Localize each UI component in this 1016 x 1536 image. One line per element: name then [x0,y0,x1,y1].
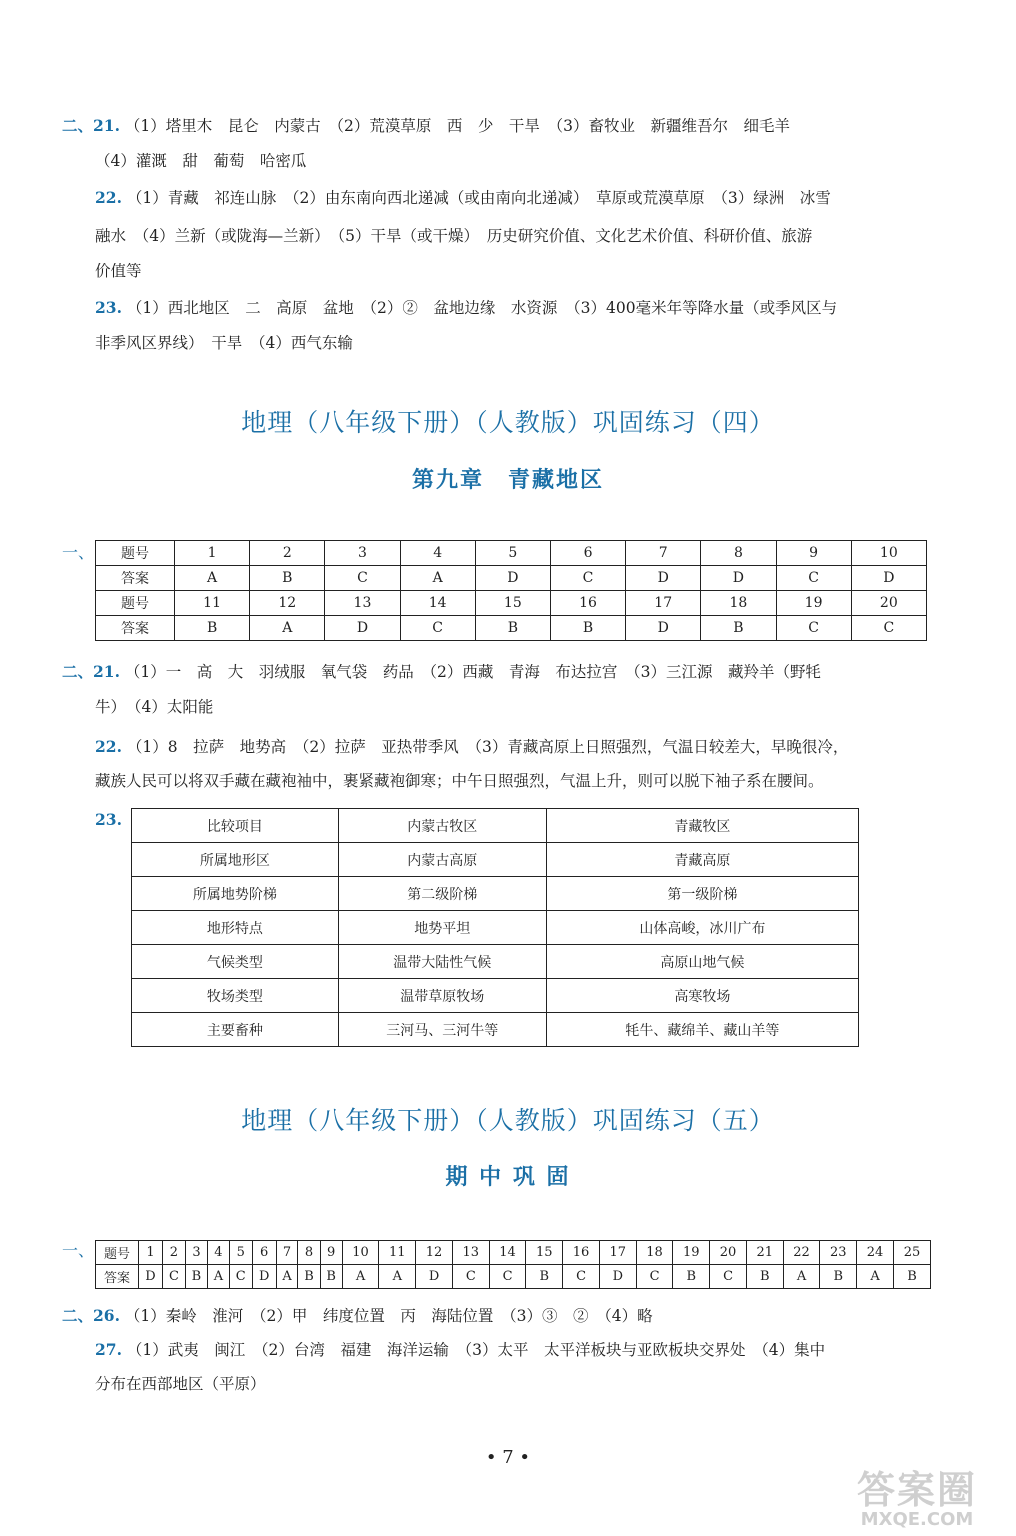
table-cell: B [298,1265,320,1289]
table-cell: 所属地形区 [132,843,339,877]
table-cell: D [626,616,701,641]
table-cell: 16 [563,1241,600,1265]
s4-q21-line-1: 二、21. （1）一 高 大 羽绒服 氧气袋 药品 （2）西藏 青海 布达拉宫 （3）三江源 藏羚羊（野牦 [62,662,821,681]
table-cell: A [175,566,250,591]
table-cell: C [325,566,400,591]
section-5-chapter: 期 中 巩 固 [445,1165,571,1190]
table-cell: B [250,566,325,591]
table-cell: 牦牛、藏绵羊、藏山羊等 [546,1013,858,1047]
table-cell: B [175,616,250,641]
table-cell: 10 [342,1241,379,1265]
table-row [132,979,859,1013]
table-cell: 10 [851,541,926,566]
table-cell: D [599,1265,636,1289]
table-cell: 4 [208,1241,230,1265]
table-cell: B [673,1265,710,1289]
table-cell: 13 [452,1241,489,1265]
table-cell: C [636,1265,673,1289]
table-cell: 17 [599,1241,636,1265]
table-cell: B [550,616,625,641]
table-cell: A [342,1265,379,1289]
table-cell: 主要畜种 [132,1013,339,1047]
table-cell: C [489,1265,526,1289]
table-row [96,566,927,591]
q23-number: 23. [95,298,122,317]
table-cell: C [550,566,625,591]
q23-line-1: 23. （1）西北地区 二 高原 盆地 （2）② 盆地边缘 水资源 （3）400毫米年等降水量（或季风区与 [95,298,838,317]
table-cell: A [857,1265,894,1289]
table-cell: 内蒙古牧区 [338,809,546,843]
table-cell: A [783,1265,820,1289]
table-cell: 18 [636,1241,673,1265]
table-cell: 19 [776,591,851,616]
table-cell: B [320,1265,342,1289]
table-row [132,843,859,877]
table-cell: B [185,1265,207,1289]
table-cell: 9 [776,541,851,566]
table-cell: 22 [783,1241,820,1265]
table-row [96,1241,931,1265]
table-row [132,877,859,911]
row-header: 答案 [96,1265,139,1289]
answer-table-2 [95,1240,931,1289]
table-cell: B [475,616,550,641]
table-cell: B [820,1265,857,1289]
table-cell: 20 [851,591,926,616]
s4-q21-number: 二、21. [62,662,120,681]
table-cell: 比较项目 [132,809,339,843]
table-cell: C [851,616,926,641]
q26-line-1: 二、26. （1）秦岭 淮河 （2）甲 纬度位置 丙 海陆位置 （3）③ ② （4）略 [62,1306,653,1325]
table-cell: 25 [893,1241,930,1265]
table-cell: 温带草原牧场 [338,979,546,1013]
table-row [96,591,927,616]
section-5-title: 地理（八年级下册）（人教版）巩固练习（五） [241,1106,775,1135]
table-cell: 21 [746,1241,783,1265]
s4-q22-line-1: 22. （1）8 拉萨 地势高 （2）拉萨 亚热带季风 （3）青藏高原上日照强烈，气温日较差大，早晚很冷， [95,737,849,756]
table-cell: D [701,566,776,591]
table-cell: 14 [489,1241,526,1265]
table-cell: 高原山地气候 [546,945,858,979]
table-cell: C [710,1265,747,1289]
table-cell: 6 [252,1241,276,1265]
q22-number: 22. [95,188,122,207]
table-cell: 8 [701,541,776,566]
table-cell: 6 [550,541,625,566]
table-cell: 15 [475,591,550,616]
table-cell: 8 [298,1241,320,1265]
comparison-table [131,808,859,1047]
table-cell: 高寒牧场 [546,979,858,1013]
table-cell: D [416,1265,453,1289]
table-cell: 20 [710,1241,747,1265]
table-cell: 地形特点 [132,911,339,945]
table-cell: 第二级阶梯 [338,877,546,911]
table-cell: A [208,1265,230,1289]
q27-line-2: 分布在西部地区（平原） [95,1375,266,1393]
table-cell: 12 [250,591,325,616]
table-cell: 15 [526,1241,563,1265]
table-cell: D [475,566,550,591]
table-cell: 青藏高原 [546,843,858,877]
table-cell: 3 [325,541,400,566]
section-4-title: 地理（八年级下册）（人教版）巩固练习（四） [241,408,775,437]
table-cell: 13 [325,591,400,616]
table-cell: 4 [400,541,475,566]
watermark-logo: 答案圈 MXQE.COM [856,1468,977,1530]
table-cell: 23 [820,1241,857,1265]
table-row [96,541,927,566]
table-cell: 地势平坦 [338,911,546,945]
table-row [132,911,859,945]
table-cell: 青藏牧区 [546,809,858,843]
table-cell: B [893,1265,930,1289]
table-row [96,616,927,641]
table-cell: 气候类型 [132,945,339,979]
table-cell: 5 [475,541,550,566]
table-cell: 牧场类型 [132,979,339,1013]
q21-line-1: 二、21. （1）塔里木 昆仑 内蒙古 （2）荒漠草原 西 少 干旱 （3）畜牧业 新疆维吾尔 细毛羊 [62,116,790,135]
table-row [132,945,859,979]
table-cell: 2 [162,1241,185,1265]
table-cell: C [563,1265,600,1289]
table-cell: 11 [379,1241,416,1265]
q23-line-2: 非季风区界线） 干旱 （4）西气东输 [95,334,353,352]
table-cell: B [701,616,776,641]
table-cell: 11 [175,591,250,616]
answer-table-1 [95,540,927,641]
table-cell: 内蒙古高原 [338,843,546,877]
table-cell: C [452,1265,489,1289]
table-cell: A [250,616,325,641]
q27-line-1: 27. （1）武夷 闽江 （2）台湾 福建 海洋运输 （3）太平 太平洋板块与亚欧板块交界处 （4）集中 [95,1340,826,1359]
q21-number: 二、21. [62,116,120,135]
table-cell: 2 [250,541,325,566]
q22-line-3: 价值等 [95,262,142,280]
page-number: • 7 • [485,1447,531,1468]
table-row [96,1265,931,1289]
part-1-label-5: 一、 [62,1241,95,1260]
table-cell: D [325,616,400,641]
q22-line-1: 22. （1）青藏 祁连山脉 （2）由东南向西北递减（或由南向北递减） 草原或荒漠草原 （3）绿洲 冰雪 [95,188,831,207]
q21-line-2: （4）灌溉 甜 葡萄 哈密瓜 [95,152,307,170]
table-cell: D [851,566,926,591]
table-cell: 17 [626,591,701,616]
section-4-chapter: 第九章 青藏地区 [411,468,604,493]
table-cell: A [400,566,475,591]
table-cell: 1 [139,1241,163,1265]
q26-number: 二、26. [62,1306,120,1325]
table-cell: 5 [229,1241,252,1265]
table-cell: 18 [701,591,776,616]
table-cell: C [229,1265,252,1289]
table-cell: 12 [416,1241,453,1265]
row-header: 答案 [96,566,175,591]
table-cell: C [776,616,851,641]
table-cell: D [252,1265,276,1289]
table-cell: D [139,1265,163,1289]
table-cell: 7 [626,541,701,566]
row-header: 答案 [96,616,175,641]
table-row [132,809,859,843]
table-cell: 7 [276,1241,298,1265]
table-cell: 山体高峻，冰川广布 [546,911,858,945]
table-cell: C [162,1265,185,1289]
table-cell: D [626,566,701,591]
part-1-label: 一、 [62,543,95,562]
table-cell: B [746,1265,783,1289]
table-cell: 24 [857,1241,894,1265]
s4-q22-number: 22. [95,737,122,756]
table-cell: A [379,1265,416,1289]
table-cell: 16 [550,591,625,616]
row-header: 题号 [96,591,175,616]
s4-q23-number: 23. [95,810,122,829]
table-cell: 第一级阶梯 [546,877,858,911]
row-header: 题号 [96,541,175,566]
table-cell: B [526,1265,563,1289]
q27-number: 27. [95,1340,122,1359]
table-row [132,1013,859,1047]
table-cell: 三河马、三河牛等 [338,1013,546,1047]
table-cell: A [276,1265,298,1289]
s4-q21-line-2: 牛） （4）太阳能 [95,698,214,716]
table-cell: 所属地势阶梯 [132,877,339,911]
q22-line-2: 融水 （4）兰新（或陇海—兰新） （5）干旱（或干燥） 历史研究价值、文化艺术价值、科研价值、旅游 [95,227,813,245]
table-cell: 3 [185,1241,207,1265]
s4-q22-line-2: 藏族人民可以将双手藏在藏袍袖中，裹紧藏袍御寒；中午日照强烈，气温上升，则可以脱下袖子系在腰间。 [95,772,824,790]
table-cell: 温带大陆性气候 [338,945,546,979]
table-cell: C [776,566,851,591]
table-cell: C [400,616,475,641]
row-header: 题号 [96,1241,139,1265]
table-cell: 1 [175,541,250,566]
table-cell: 9 [320,1241,342,1265]
table-cell: 14 [400,591,475,616]
table-cell: 19 [673,1241,710,1265]
